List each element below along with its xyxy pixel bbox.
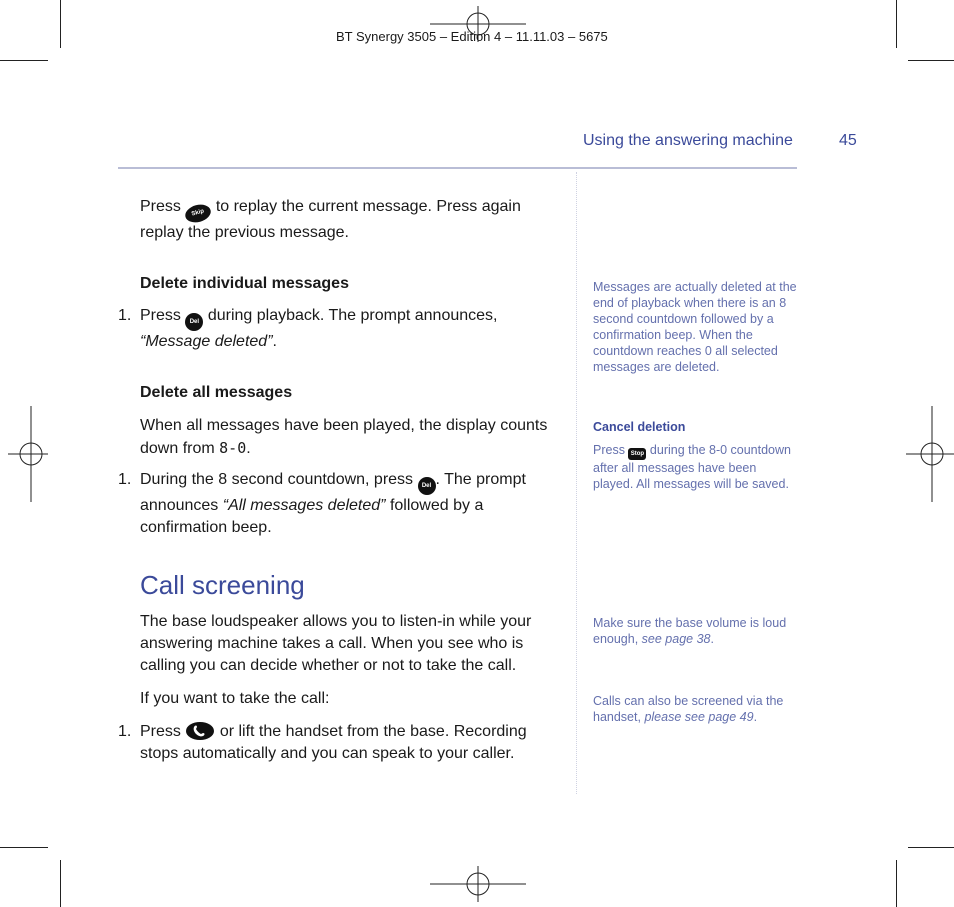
crop-mark: [60, 0, 61, 48]
del-key-icon: Del: [185, 313, 203, 331]
intro-line2-pre: down from: [140, 440, 215, 457]
section-title: Using the answering machine: [583, 132, 793, 149]
handset-pre: Calls can also be screened via the handset,: [593, 694, 784, 724]
replay-pre: Press: [140, 198, 181, 215]
step-post: . The prompt: [435, 471, 526, 488]
side-note-deletion: Messages are actually deleted at the end of playback when there is an 8 second countdown followed by a confirmation beep. When the countdown reaches 0 all selected messages are deleted.: [593, 280, 797, 374]
skip-key-icon: Skip: [184, 202, 214, 225]
step-number: 1.: [118, 307, 132, 324]
crop-mark: [908, 847, 954, 848]
step-pre: During the 8 second countdown, press: [140, 471, 414, 488]
page-number: 45: [839, 132, 857, 149]
cancel-pre: Press: [593, 443, 625, 457]
edition-line: BT Synergy 3505 – Edition 4 – 11.11.03 – 5675: [336, 29, 608, 44]
take-call-intro: If you want to take the call:: [140, 690, 330, 707]
replay-paragraph: [140, 196, 560, 244]
del-key-icon: Del: [418, 477, 436, 495]
side-note-cancel: [593, 419, 798, 492]
step-number: 1.: [118, 723, 132, 740]
crop-mark: [60, 860, 61, 907]
delete-individual-step: [118, 305, 560, 353]
stop-key-icon: Stop: [628, 448, 646, 460]
volume-page-ref: see page 38: [641, 632, 711, 646]
handset-page-ref: please see page 49: [644, 710, 754, 724]
column-divider: [576, 172, 577, 794]
step-post: during playback. The prompt announces,: [207, 307, 498, 324]
para1-line1: The base loudspeaker allows you to listen-in while your: [140, 613, 532, 630]
volume-post: .: [710, 632, 714, 646]
delete-all-heading: Delete all messages: [140, 384, 293, 401]
cancel-post: during the 8-0 countdown after all messages have been played. All messages will be saved.: [593, 443, 791, 491]
crop-mark: [0, 847, 48, 848]
side-note-handset: [593, 693, 798, 725]
step-post: or lift the handset from the base. Recording: [219, 723, 527, 740]
prompt-quote: “All messages deleted”: [222, 497, 386, 514]
prompt-quote: “Message deleted”: [140, 333, 273, 350]
registration-mark-right: [906, 406, 954, 502]
delete-all-step: [118, 469, 560, 539]
delete-individual-heading: Delete individual messages: [140, 275, 349, 292]
line3: confirmation beep.: [140, 519, 272, 536]
crop-mark: [896, 0, 897, 48]
phone-icon: [185, 721, 215, 741]
call-screening-intro: [140, 611, 560, 677]
replay-line2: replay the previous message.: [140, 224, 349, 241]
delete-all-intro: [140, 415, 560, 460]
line2-post: followed by a: [389, 497, 484, 514]
step-line2: stops automatically and you can speak to your caller.: [140, 745, 515, 762]
registration-mark-left: [8, 406, 48, 502]
line2-pre: announces: [140, 497, 219, 514]
crop-mark: [896, 860, 897, 907]
crop-mark: [0, 60, 48, 61]
crop-mark: [908, 60, 954, 61]
side-note-volume: [593, 615, 798, 647]
header-rule: [118, 167, 797, 169]
countdown-display: 8-0: [219, 439, 247, 457]
step-pre: Press: [140, 723, 181, 740]
para1-line2: answering machine takes a call. When you see who is: [140, 635, 524, 652]
prompt-tail: .: [272, 333, 277, 350]
call-screening-heading: Call screening: [140, 570, 305, 600]
registration-mark-bottom: [430, 866, 526, 902]
replay-post: to replay the current message. Press again: [215, 198, 521, 215]
intro-line2-post: .: [246, 440, 251, 457]
para1-line3: calling you can decide whether or not to take the call.: [140, 657, 517, 674]
cancel-deletion-title: Cancel deletion: [593, 420, 686, 434]
intro-line1: When all messages have been played, the display counts: [140, 417, 548, 434]
step-pre: Press: [140, 307, 181, 324]
handset-post: .: [753, 710, 758, 724]
take-call-step: [118, 721, 560, 765]
step-number: 1.: [118, 471, 132, 488]
volume-pre: Make sure the base volume is loud enough,: [593, 616, 787, 646]
